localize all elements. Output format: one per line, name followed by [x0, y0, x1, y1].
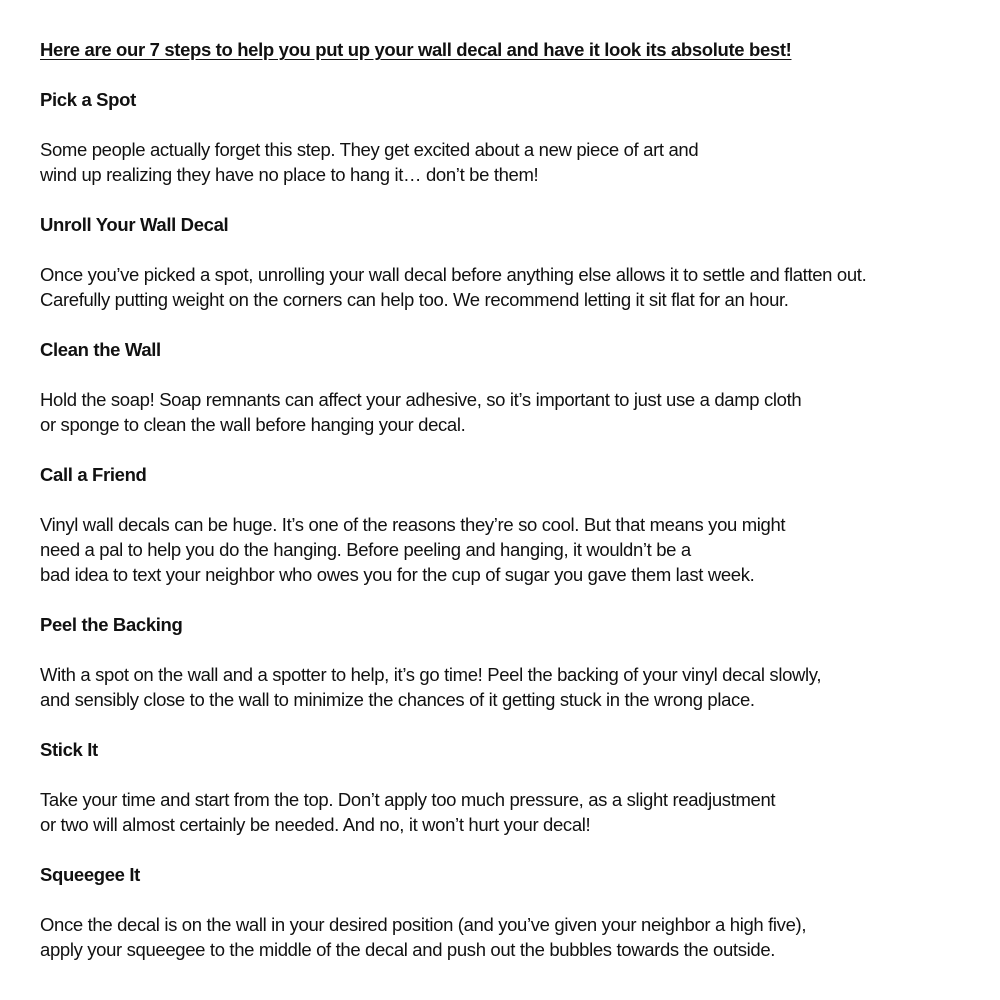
step-title-squeegee-it: Squeegee It	[40, 864, 140, 885]
step-text-line: Take your time and start from the top. Don’t apply too much pressure, as a slight readjustment	[40, 789, 776, 810]
step-title-unroll-your-wall-decal: Unroll Your Wall Decal	[40, 214, 229, 235]
step-text-line: and sensibly close to the wall to minimize the chances of it getting stuck in the wrong place.	[40, 689, 755, 710]
step-title-peel-the-backing: Peel the Backing	[40, 614, 183, 635]
step-text-line: need a pal to help you do the hanging. Before peeling and hanging, it wouldn’t be a	[40, 539, 691, 560]
step-text-line: Vinyl wall decals can be huge. It’s one of the reasons they’re so cool. But that means you might	[40, 514, 786, 535]
step-text-line: or sponge to clean the wall before hanging your decal.	[40, 414, 466, 435]
step-text-line: With a spot on the wall and a spotter to help, it’s go time! Peel the backing of your vinyl decal slowly,	[40, 664, 822, 685]
step-title-pick-a-spot: Pick a Spot	[40, 89, 136, 110]
step-text-line: Carefully putting weight on the corners can help too. We recommend letting it sit flat for an hour.	[40, 289, 789, 310]
step-title-stick-it: Stick It	[40, 739, 98, 760]
step-title-clean-the-wall: Clean the Wall	[40, 339, 161, 360]
intro-heading: Here are our 7 steps to help you put up your wall decal and have it look its absolute best!	[40, 39, 792, 60]
step-title-call-a-friend: Call a Friend	[40, 464, 147, 485]
step-text-line: wind up realizing they have no place to hang it… don’t be them!	[40, 164, 539, 185]
step-text-line: or two will almost certainly be needed. And no, it won’t hurt your decal!	[40, 814, 591, 835]
step-text-line: bad idea to text your neighbor who owes you for the cup of sugar you gave them last week.	[40, 564, 755, 585]
step-text-line: Hold the soap! Soap remnants can affect your adhesive, so it’s important to just use a damp cloth	[40, 389, 802, 410]
step-text-line: Once the decal is on the wall in your desired position (and you’ve given your neighbor a high five),	[40, 914, 807, 935]
step-text-line: Some people actually forget this step. They get excited about a new piece of art and	[40, 139, 699, 160]
step-text-line: apply your squeegee to the middle of the decal and push out the bubbles towards the outside.	[40, 939, 776, 960]
step-text-line: Once you’ve picked a spot, unrolling your wall decal before anything else allows it to settle and flatten out.	[40, 264, 867, 285]
